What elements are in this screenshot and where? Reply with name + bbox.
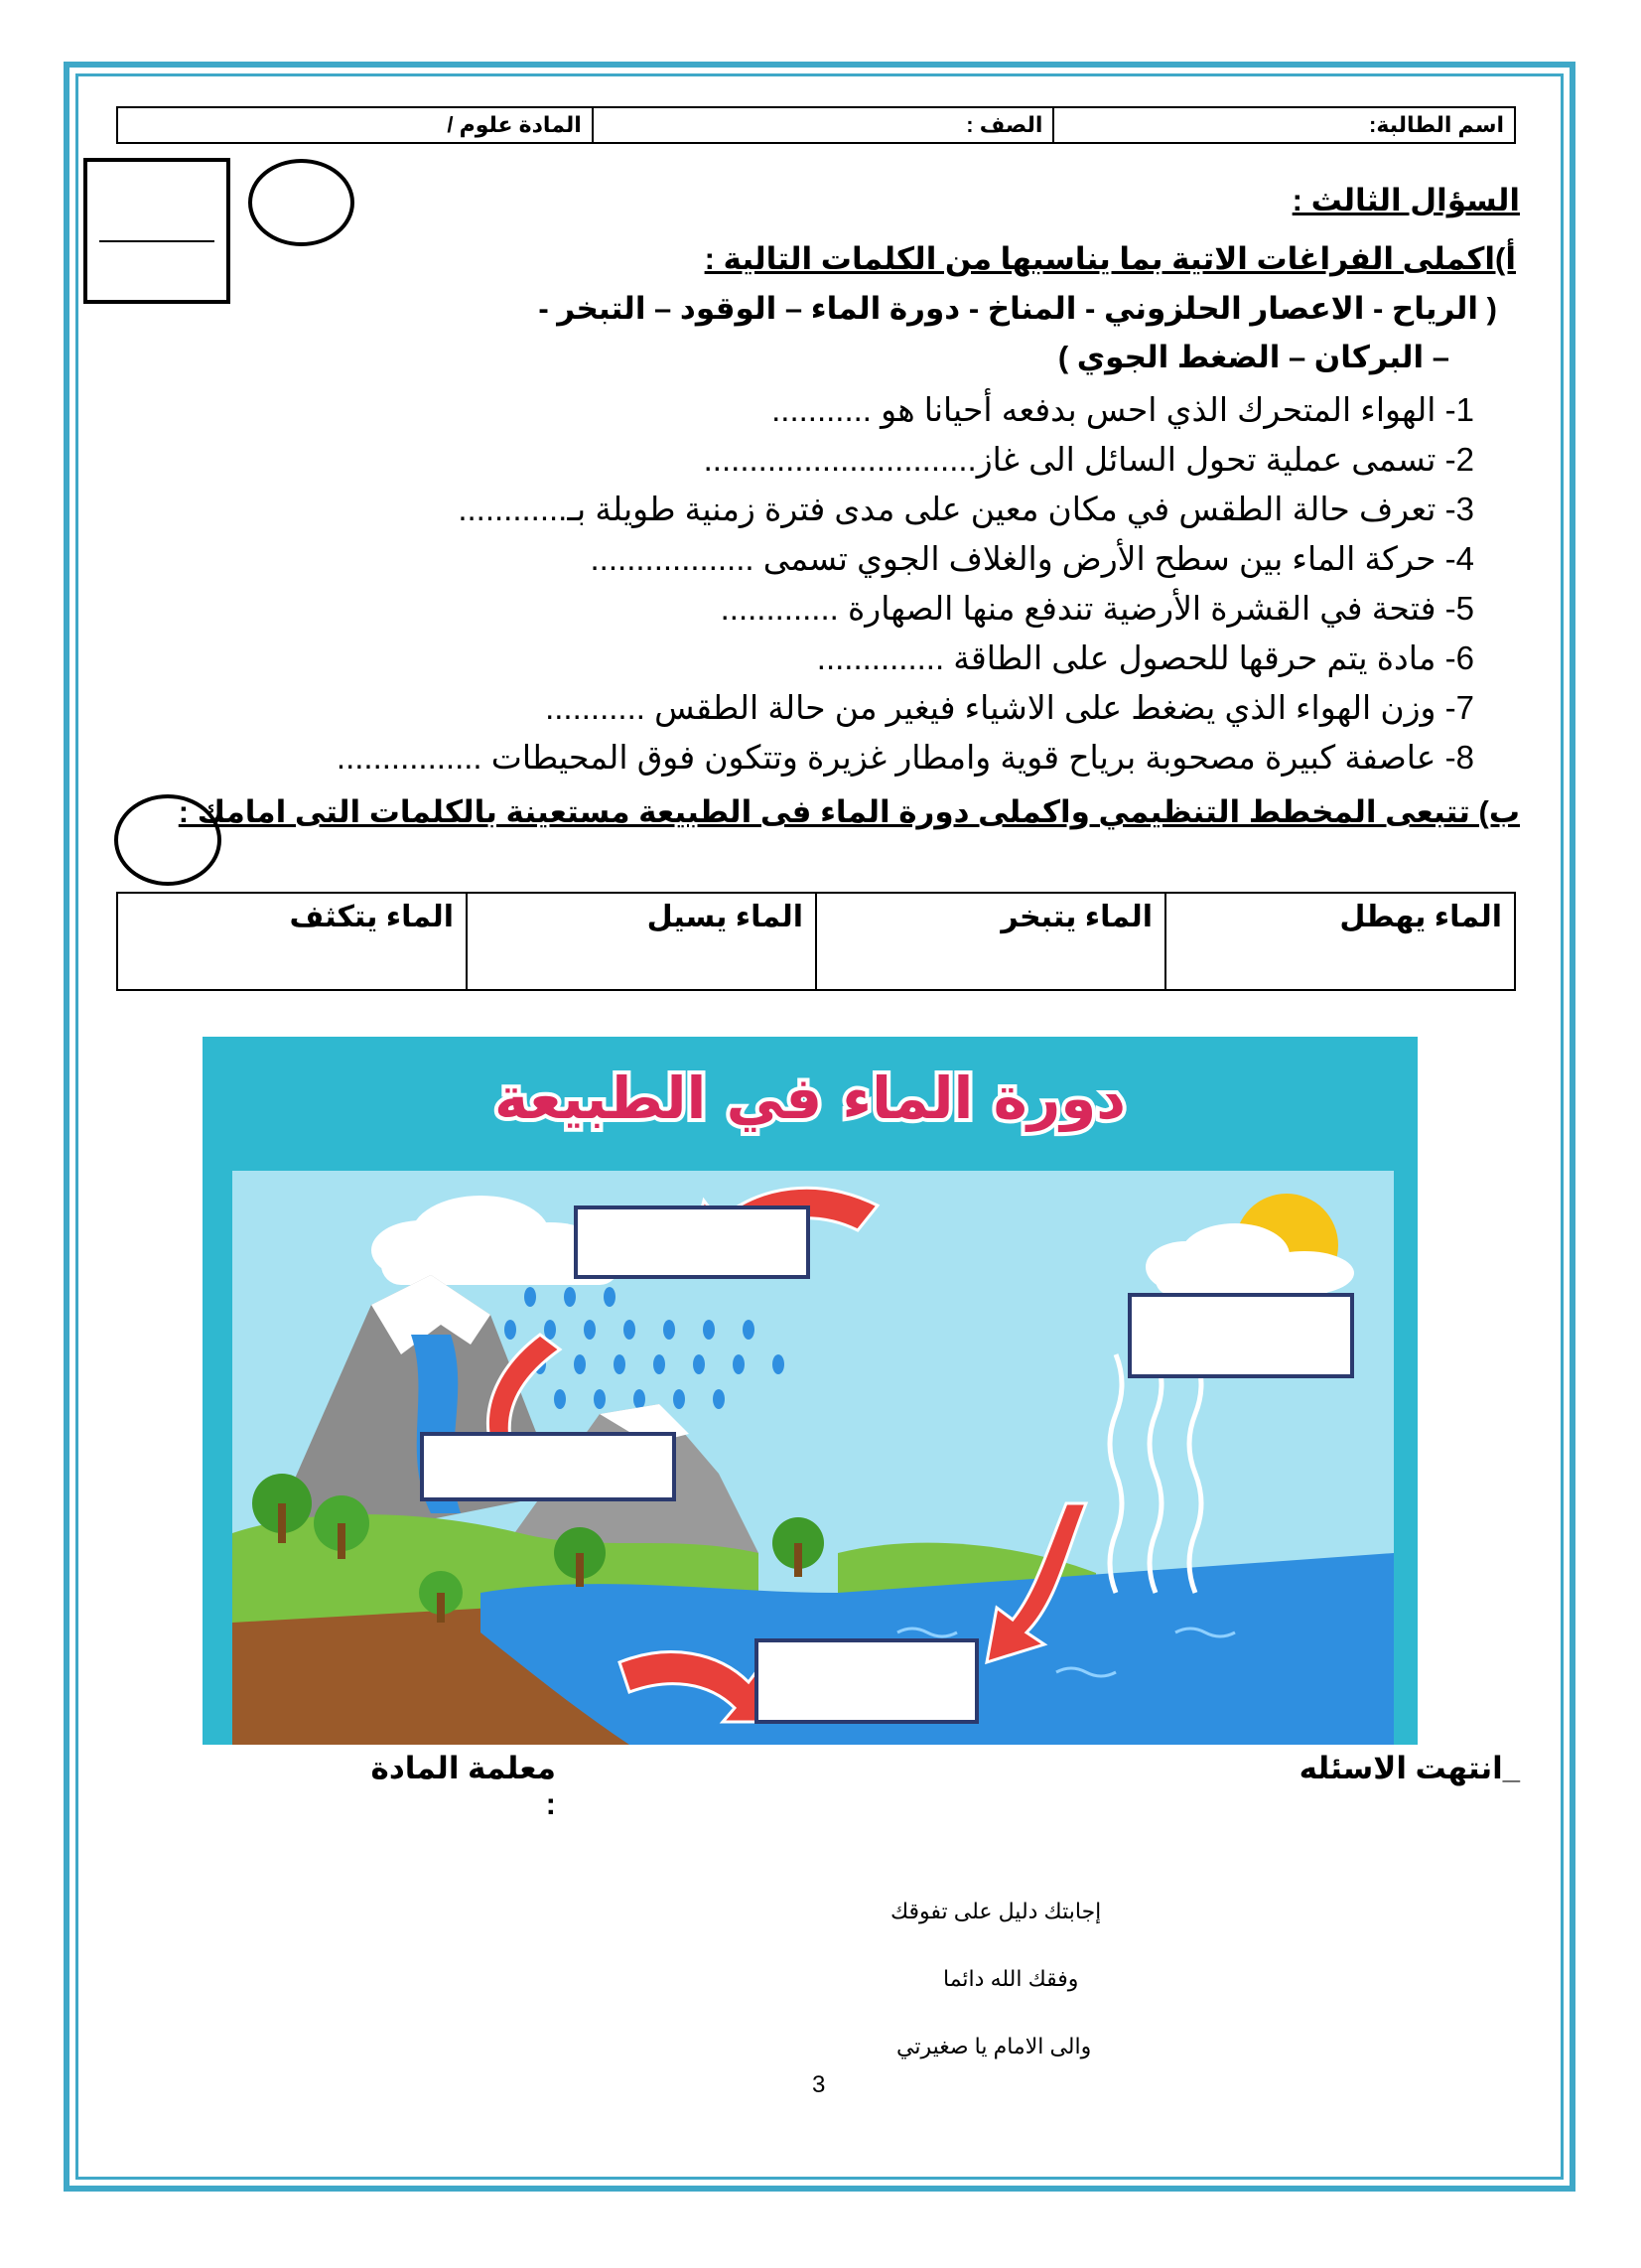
grade-circle-b[interactable] — [114, 794, 221, 886]
motto-line-1: إجابتك دليل على تفوقك — [890, 1899, 1102, 1923]
score-box[interactable] — [83, 158, 230, 304]
fill-item-6[interactable]: 6- مادة يتم حرقها للحصول على الطاقة .............. — [816, 639, 1474, 676]
answer-box-evaporation[interactable] — [1130, 1295, 1352, 1376]
part-b-prompt: ب) تتبعى المخطط التنظيمي واكملى دورة الماء فى الطبيعة مستعينة بالكلمات التى امامك : — [178, 794, 1520, 829]
part-a-prompt: أ)اكملى الفراغات الاتية بما يناسبها من الكلمات التالية : — [704, 241, 1516, 276]
header-table — [116, 106, 1516, 144]
fill-item-2[interactable]: 2- تسمى عملية تحول السائل الى غاز.............................. — [703, 441, 1474, 478]
subject-cell — [117, 107, 593, 143]
fill-item-7[interactable]: 7- وزن الهواء الذي يضغط على الاشياء فيغير من حالة الطقس ........... — [545, 689, 1474, 726]
question-title: السؤال الثالث : — [1292, 183, 1520, 217]
answer-box-runoff[interactable] — [756, 1640, 977, 1722]
score-line — [99, 240, 214, 242]
class-cell[interactable] — [593, 107, 1054, 143]
motto-line-3: والى الامام يا صغيرتي — [896, 2034, 1092, 2058]
grade-circle[interactable] — [248, 159, 354, 246]
student-name-label: اسم الطالبة: — [1369, 112, 1504, 137]
step-cell-1: الماء يهطل — [1165, 893, 1515, 990]
page-number: 3 — [812, 2071, 826, 2098]
class-label: الصف : — [966, 112, 1043, 137]
steps-table — [116, 892, 1516, 991]
motto-line-2: وفقك الله دائما — [943, 1966, 1079, 1991]
fill-item-3[interactable]: 3- تعرف حالة الطقس في مكان معين على مدى فترة زمنية طويلة بـ............ — [458, 491, 1474, 527]
step-cell-2: الماء يتبخر — [816, 893, 1165, 990]
step-cell-3: الماء يسيل — [467, 893, 816, 990]
diagram-title: دورة الماء في الطبيعة — [493, 1064, 1127, 1132]
word-bank-line-2: – البركان – الضغط الجوي ) — [1057, 340, 1449, 374]
fill-item-4[interactable]: 4- حركة الماء بين سطح الأرض والغلاف الجوي تسمى .................. — [590, 540, 1474, 577]
student-name-cell[interactable] — [1053, 107, 1515, 143]
teacher-label: معلمة المادة : — [370, 1751, 556, 1821]
end-of-questions: _انتهت الاسئله — [1299, 1751, 1520, 1785]
answer-box-condensation[interactable] — [576, 1207, 808, 1277]
water-cycle-diagram — [203, 1037, 1418, 1745]
answer-box-precipitation[interactable] — [422, 1434, 674, 1499]
fill-item-1[interactable]: 1- الهواء المتحرك الذي احس بدفعه أحيانا هو ........... — [771, 391, 1474, 428]
fill-item-5[interactable]: 5- فتحة في القشرة الأرضية تندفع منها الصهارة ............. — [720, 590, 1474, 627]
subject-label: المادة علوم / — [447, 112, 582, 137]
step-cell-4: الماء يتكثف — [117, 893, 467, 990]
word-bank-line-1: ( الرياح - الاعصار الحلزوني - المناخ - دورة الماء – الوقود – التبخر - — [538, 291, 1497, 326]
fill-item-8[interactable]: 8- عاصفة كبيرة مصحوبة برياح قوية وامطار غزيرة وتتكون فوق المحيطات ................ — [336, 739, 1474, 776]
